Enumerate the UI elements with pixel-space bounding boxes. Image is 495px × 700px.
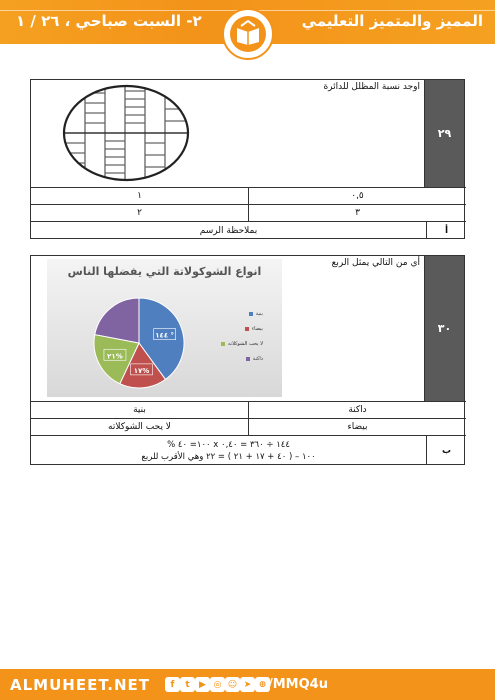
options-row-2 xyxy=(31,418,466,435)
legend-item xyxy=(221,326,263,332)
question-number: ٣٠ xyxy=(424,256,464,401)
data-label: ٢١% xyxy=(107,352,123,361)
option-cell[interactable]: ١ xyxy=(137,191,142,201)
answer-row xyxy=(31,221,466,239)
question-prompt: اوجد نسبة المظلل للدائرة xyxy=(323,82,420,92)
header-title: المميز والمتميز التعليمي xyxy=(301,12,483,30)
answer-line-2: ١٠٠ – ( ٤٠ + ١٧ + ٢١ ) = ٢٢ وهي الأقرب للربع xyxy=(141,451,316,462)
facebook-icon[interactable]: f xyxy=(165,677,180,692)
twitter-icon[interactable]: t xyxy=(180,677,195,692)
answer-letter: أ xyxy=(426,222,466,239)
legend-label: لا يحب الشوكلاته xyxy=(228,341,263,347)
answer-letter: ب xyxy=(426,436,466,465)
legend-item xyxy=(221,356,263,362)
options-row-1 xyxy=(31,187,466,204)
shaded-oval-figure xyxy=(61,83,191,183)
option-cell[interactable]: لا يحب الشوكلاته xyxy=(108,422,171,432)
question-prompt: أي من التالي يمثل الربع xyxy=(331,258,420,268)
options-row-2 xyxy=(31,204,466,221)
web-icon[interactable]: ⊕ xyxy=(255,677,270,692)
chart-title: انواع الشوكولاتة التي يفضلها الناس xyxy=(67,265,262,278)
option-cell[interactable]: ٣ xyxy=(248,205,466,221)
telegram-icon[interactable]: ➤ xyxy=(240,677,255,692)
legend-swatch xyxy=(245,327,249,331)
youtube-icon[interactable]: ▶ xyxy=(195,677,210,692)
legend-swatch xyxy=(221,342,225,346)
question-29 xyxy=(30,79,465,239)
answer-explanation: بملاحظة الرسم xyxy=(199,225,258,236)
footer-site[interactable]: ALMUHEET.NET xyxy=(10,676,151,694)
question-number: ٢٩ xyxy=(424,80,464,187)
header-date: ٢- السبت صباحي ، ٢٦ / ١ xyxy=(16,12,202,30)
legend-item xyxy=(221,341,263,347)
footer-handle[interactable]: /MMQ4u xyxy=(268,677,328,692)
option-cell[interactable]: بنية xyxy=(133,405,146,415)
logo xyxy=(222,8,274,60)
data-label: ١٧% xyxy=(133,366,150,375)
question-30 xyxy=(30,255,465,465)
option-cell[interactable]: ٢ xyxy=(137,208,142,218)
snapchat-icon[interactable]: ☺ xyxy=(225,677,240,692)
chart-legend xyxy=(221,311,263,371)
book-logo-icon xyxy=(228,14,268,54)
answer-line-1: ١٤٤ ÷ ٣٦٠ = ٠,٤٠ x ١٠٠= ٤٠ % xyxy=(167,439,290,450)
answer-row xyxy=(31,435,466,465)
legend-swatch xyxy=(246,357,250,361)
legend-swatch xyxy=(249,312,253,316)
option-cell[interactable]: بيضاء xyxy=(248,419,466,435)
data-label: ١٤٤ ° xyxy=(155,331,175,340)
option-cell[interactable]: داكنة xyxy=(248,402,466,418)
answer-explanation xyxy=(31,436,426,465)
legend-label: داكنة xyxy=(252,356,263,362)
legend-item xyxy=(221,311,263,317)
pie-slice xyxy=(95,298,139,343)
options-row-1 xyxy=(31,401,466,418)
instagram-icon[interactable]: ◎ xyxy=(210,677,225,692)
option-cell[interactable]: ٠,٥ xyxy=(248,188,466,204)
legend-label: بيضاء xyxy=(251,326,263,332)
pie-chart xyxy=(47,259,282,397)
legend-label: بنية xyxy=(255,311,263,317)
